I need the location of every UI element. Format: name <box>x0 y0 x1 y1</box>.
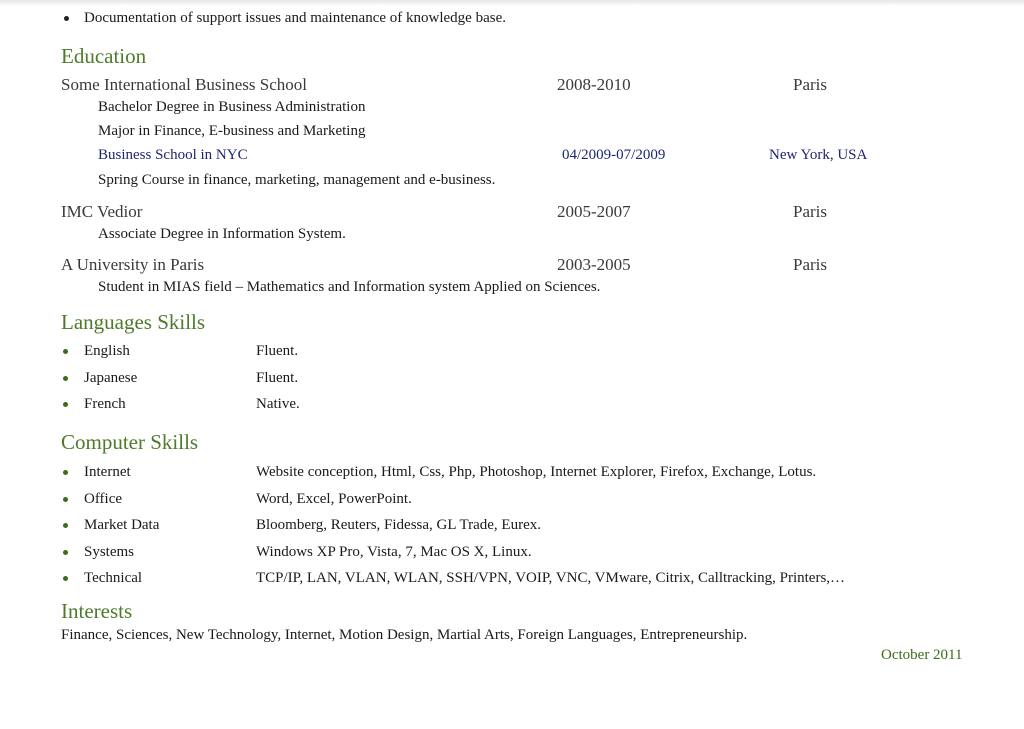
skill-value: TCP/IP, LAN, VLAN, WLAN, SSH/VPN, VOIP, VNC, VMware, Citrix, Calltracking, Printers,… <box>256 570 846 586</box>
edu-detail-1b: Major in Finance, E-business and Marketing <box>98 123 366 139</box>
edu-years-2: 2005-2007 <box>557 202 631 221</box>
bullet-icon <box>63 470 68 475</box>
edu-years-1: 2008-2010 <box>557 75 631 94</box>
edu-city-1: Paris <box>793 75 827 94</box>
bullet-icon <box>63 497 68 502</box>
bullet-icon <box>63 550 68 555</box>
bullet-icon <box>64 16 69 21</box>
language-name: English <box>84 343 130 359</box>
skill-name: Internet <box>84 464 131 480</box>
edu-years-3: 2003-2005 <box>557 255 631 274</box>
edu-detail-2: Associate Degree in Information System. <box>98 226 346 242</box>
skill-value: Windows XP Pro, Vista, 7, Mac OS X, Linux. <box>256 544 532 560</box>
bullet-icon <box>63 376 68 381</box>
edu-detail-3: Student in MIAS field – Mathematics and Information system Applied on Sciences. <box>98 279 601 295</box>
interests-heading: Interests <box>61 599 133 623</box>
top-bullet-text: Documentation of support issues and maintenance of knowledge base. <box>84 10 506 26</box>
bullet-icon <box>63 576 68 581</box>
languages-heading: Languages Skills <box>61 310 206 334</box>
edu-city-2: Paris <box>793 202 827 221</box>
edu-sub-city: New York, USA <box>769 147 868 163</box>
edu-city-3: Paris <box>793 255 827 274</box>
skill-value: Word, Excel, PowerPoint. <box>256 491 412 507</box>
skill-value: Bloomberg, Reuters, Fidessa, GL Trade, Eurex. <box>256 517 541 533</box>
language-name: French <box>84 396 126 412</box>
bullet-icon <box>63 523 68 528</box>
edu-sub-detail: Spring Course in finance, marketing, management and e-business. <box>98 172 496 188</box>
skill-name: Systems <box>84 544 135 560</box>
interests-text: Finance, Sciences, New Technology, Internet, Motion Design, Martial Arts, Foreign Languages, Entrepreneurship. <box>61 627 748 643</box>
language-level: Fluent. <box>256 343 299 359</box>
skill-name: Technical <box>84 570 143 586</box>
skill-name: Office <box>84 491 123 507</box>
edu-school-1: Some International Business School <box>61 75 308 94</box>
edu-detail-1a: Bachelor Degree in Business Administration <box>98 99 366 115</box>
footer-date: October 2011 <box>881 647 963 663</box>
language-name: Japanese <box>84 370 138 386</box>
edu-sub-school: Business School in NYC <box>98 147 248 163</box>
language-level: Native. <box>256 396 300 412</box>
language-level: Fluent. <box>256 370 299 386</box>
page-top-shadow <box>0 0 1024 6</box>
edu-school-3: A University in Paris <box>61 255 205 274</box>
education-heading: Education <box>61 44 147 68</box>
edu-sub-years: 04/2009-07/2009 <box>562 147 666 163</box>
edu-school-2: IMC Vedior <box>61 202 143 221</box>
bullet-icon <box>63 349 68 354</box>
skill-value: Website conception, Html, Css, Php, Photoshop, Internet Explorer, Firefox, Exchange, Lotus. <box>256 464 817 480</box>
skill-name: Market Data <box>84 517 160 533</box>
bullet-icon <box>63 402 68 407</box>
computer-heading: Computer Skills <box>61 430 199 454</box>
